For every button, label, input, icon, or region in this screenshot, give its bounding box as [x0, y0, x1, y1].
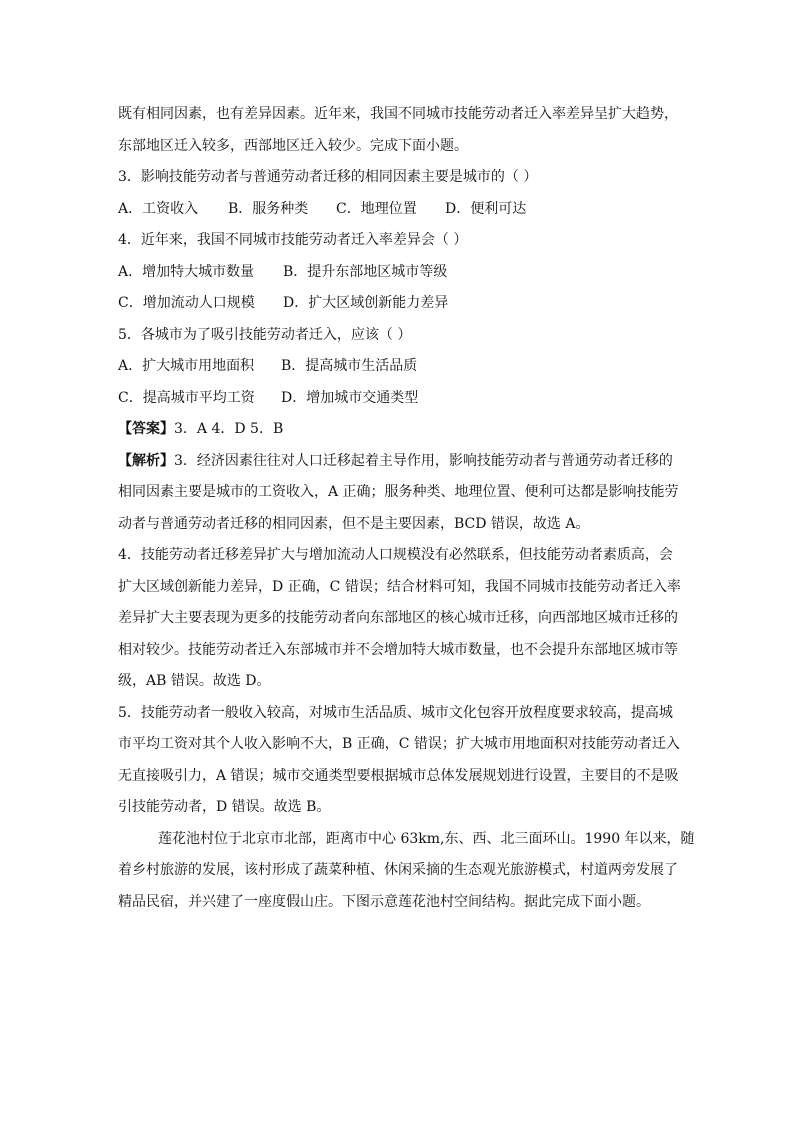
question-4-option-b: B．提升东部地区城市等级	[283, 263, 448, 280]
answer-text: 3．A 4．D 5．B	[174, 421, 284, 437]
analysis-line-8: 级，AB 错误。故选 D。	[118, 673, 271, 689]
question-4-options-row-2	[118, 288, 678, 320]
passage-line-3: 精品民宿，并兴建了一座度假山庄。下图示意莲花池村空间结构。据此完成下面小题。	[118, 893, 650, 910]
question-4-options-row-1	[118, 257, 678, 289]
question-3-options	[118, 194, 678, 226]
question-3-option-b: B．服务种类	[228, 200, 309, 217]
intro-line-2: 东部地区迁入较多，西部地区迁入较少。完成下面小题。	[118, 137, 468, 154]
analysis-line-10: 市平均工资对其个人收入影响不大，B 正确，C 错误；扩大城市用地面积对技能劳动者迁入	[118, 736, 680, 752]
question-4-stem: 4．近年来，我国不同城市技能劳动者迁入率差异会（ ）	[118, 232, 468, 248]
passage-line-2: 着乡村旅游的发展，该村形成了蔬菜种植、休闲采摘的生态观光旅游模式，村道两旁发展了	[118, 862, 678, 878]
analysis-line-7: 相对较少。技能劳动者迁入东部城市并不会增加特大城市数量，也不会提升东部地区城市等	[118, 641, 678, 658]
question-3-stem: 3．影响技能劳动者与普通劳动者迁移的相同因素主要是城市的（ ）	[118, 169, 538, 185]
analysis-line-9: 5．技能劳动者一般收入较高，对城市生活品质、城市文化包容开放程度要求较高，提高城	[118, 704, 673, 721]
question-3-option-a: A．工资收入	[118, 200, 199, 217]
analysis-line-11: 无直接吸引力，A 错误；城市交通类型要根据城市总体发展规划进行设置，主要目的不是吸	[118, 767, 679, 784]
analysis-tag: 【解析】	[118, 452, 174, 469]
question-5-option-d: D．增加城市交通类型	[281, 389, 419, 406]
analysis-line-12: 引技能劳动者，D 错误。故选 B。	[118, 799, 331, 815]
question-4-option-c: C．增加流动人口规模	[118, 295, 255, 311]
question-4-option-d: D．扩大区域创新能力差异	[283, 295, 449, 311]
question-5-option-c: C．提高城市平均工资	[118, 389, 255, 406]
analysis-line-2: 相同因素主要是城市的工资收入，A 正确；服务种类、地理位置、便利可达都是影响技能劳	[118, 484, 679, 500]
question-4-option-a: A．增加特大城市数量	[118, 263, 255, 280]
question-3-option-c: C．地理位置	[336, 200, 417, 217]
question-5-option-b: B．提高城市生活品质	[281, 358, 418, 374]
analysis-text-1: 3．经济因素往往对人口迁移起着主导作用，影响技能劳动者与普通劳动者迁移的	[174, 452, 673, 469]
answer-line	[118, 414, 678, 446]
passage-line-1: 莲花池村位于北京市北部，距离市中心 63km,东、西、北三面环山。1990 年以来，随	[158, 830, 695, 847]
question-5-stem: 5．各城市为了吸引技能劳动者迁入，应该（ ）	[118, 326, 412, 343]
analysis-line-1	[118, 446, 678, 478]
question-5-options-row-2	[118, 383, 678, 415]
analysis-line-3: 动者与普通劳动者迁移的相同因素，但不是主要因素，BCD 错误，故选 A。	[118, 515, 590, 532]
intro-line-1: 既有相同因素，也有差异因素。近年来，我国不同城市技能劳动者迁入率差异呈扩大趋势，	[118, 106, 678, 122]
analysis-line-5: 扩大区域创新能力差异，D 正确，C 错误；结合材料可知，我国不同城市技能劳动者迁入率	[118, 578, 681, 595]
question-5-options-row-1	[118, 351, 678, 383]
analysis-line-4: 4．技能劳动者迁移差异扩大与增加流动人口规模没有必然联系，但技能劳动者素质高，会	[118, 547, 673, 563]
document-page	[118, 99, 695, 918]
question-3-option-d: D．便利可达	[445, 200, 527, 217]
question-5-option-a: A．扩大城市用地面积	[118, 358, 255, 374]
answer-tag: 【答案】	[118, 421, 174, 437]
analysis-line-6: 差异扩大主要表现为更多的技能劳动者向东部地区的核心城市迁移，向西部地区城市迁移的	[118, 610, 678, 626]
